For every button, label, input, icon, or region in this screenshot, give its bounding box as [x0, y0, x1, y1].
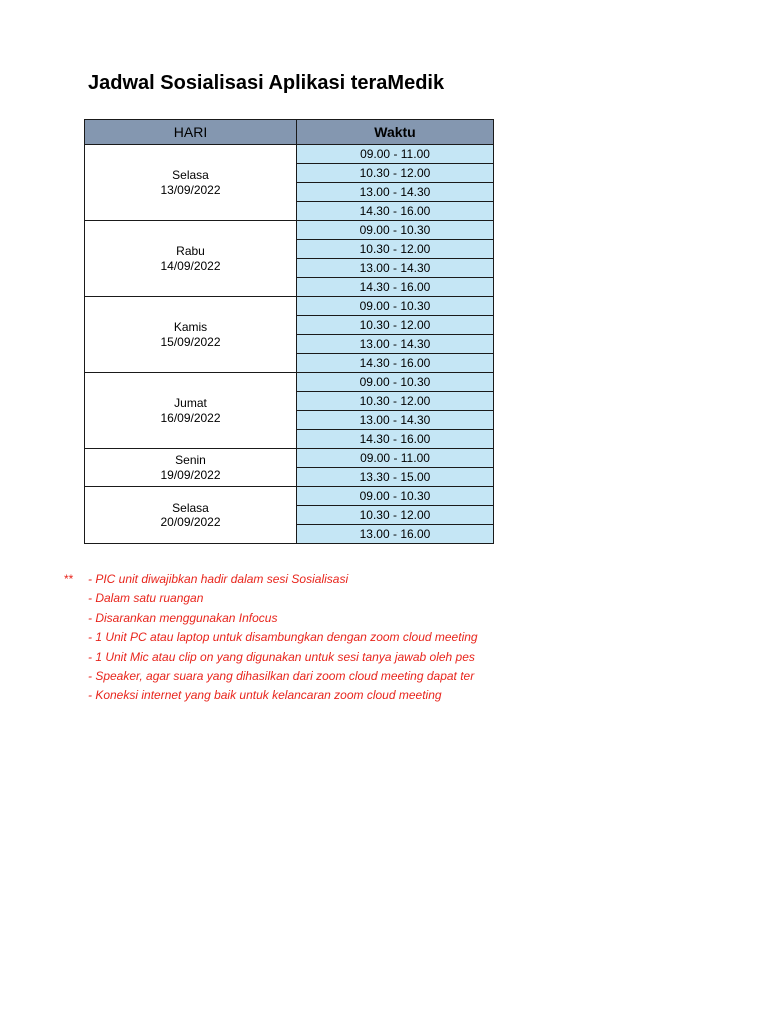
time-slot: 10.30 - 12.00	[297, 164, 494, 183]
schedule-table	[84, 119, 494, 544]
time-slot: 13.00 - 14.30	[297, 411, 494, 430]
table-row	[85, 487, 494, 506]
notes-section	[64, 570, 494, 706]
table-row	[85, 373, 494, 392]
note-text: - Disarankan menggunakan Infocus	[88, 610, 278, 625]
time-slot: 13.00 - 14.30	[297, 335, 494, 354]
note-text: - PIC unit diwajibkan hadir dalam sesi Sosialisasi	[88, 572, 349, 586]
page-title: Jadwal Sosialisasi Aplikasi teraMedik	[88, 72, 445, 94]
day-cell	[85, 145, 297, 221]
time-slot: 14.30 - 16.00	[297, 430, 494, 449]
day-date: 19/09/2022	[160, 467, 221, 482]
day-cell	[85, 449, 297, 487]
day-cell	[85, 221, 297, 297]
time-slot: 09.00 - 11.00	[297, 145, 494, 164]
note-text: - Speaker, agar suara yang dihasilkan dari zoom cloud meeting dapat ter	[88, 668, 475, 683]
time-slot: 14.30 - 16.00	[297, 354, 494, 373]
day-date: 16/09/2022	[160, 410, 221, 425]
time-slot: 13.00 - 14.30	[297, 259, 494, 278]
note-marker: **	[64, 572, 74, 586]
day-cell	[85, 373, 297, 449]
note-text: - Koneksi internet yang baik untuk kelancaran zoom cloud meeting	[88, 688, 442, 703]
day-name: Kamis	[173, 320, 208, 335]
table-row	[85, 221, 494, 240]
time-slot: 10.30 - 12.00	[297, 392, 494, 411]
day-name: Jumat	[174, 396, 207, 411]
column-header-waktu: Waktu	[297, 120, 494, 145]
note-text: - 1 Unit Mic atau clip on yang digunakan untuk sesi tanya jawab oleh pes	[88, 649, 475, 664]
note-item	[64, 609, 494, 628]
note-item	[64, 570, 494, 589]
day-date: 20/09/2022	[160, 515, 221, 529]
day-date: 13/09/2022	[160, 182, 221, 197]
time-slot: 09.00 - 10.30	[297, 297, 494, 316]
time-slot: 09.00 - 11.00	[297, 449, 494, 468]
note-item	[64, 667, 494, 686]
day-cell	[85, 487, 297, 544]
table-row	[85, 449, 494, 468]
time-slot: 09.00 - 10.30	[297, 221, 494, 240]
note-text: - 1 Unit PC atau laptop untuk disambungkan dengan zoom cloud meeting	[88, 630, 478, 645]
time-slot: 09.00 - 10.30	[297, 487, 494, 506]
time-slot: 14.30 - 16.00	[297, 278, 494, 297]
note-item	[64, 686, 494, 705]
day-name: Rabu	[176, 244, 205, 259]
day-cell	[85, 297, 297, 373]
time-slot: 10.30 - 12.00	[297, 506, 494, 525]
day-date: 15/09/2022	[160, 334, 221, 349]
note-item	[64, 648, 494, 667]
day-name: Senin	[175, 453, 206, 468]
time-slot: 13.30 - 15.00	[297, 468, 494, 487]
time-slot: 10.30 - 12.00	[297, 240, 494, 259]
note-item	[64, 589, 494, 608]
table-header-row	[85, 120, 494, 145]
time-slot: 10.30 - 12.00	[297, 316, 494, 335]
day-name: Selasa	[172, 168, 209, 183]
note-item	[64, 628, 494, 647]
day-name: Selasa	[172, 500, 209, 515]
time-slot: 09.00 - 10.30	[297, 373, 494, 392]
time-slot: 13.00 - 16.00	[297, 525, 494, 544]
note-text: - Dalam satu ruangan	[88, 591, 204, 606]
column-header-hari: HARI	[85, 120, 297, 145]
table-row	[85, 145, 494, 164]
table-row	[85, 297, 494, 316]
day-date: 14/09/2022	[160, 258, 221, 273]
time-slot: 13.00 - 14.30	[297, 183, 494, 202]
time-slot: 14.30 - 16.00	[297, 202, 494, 221]
